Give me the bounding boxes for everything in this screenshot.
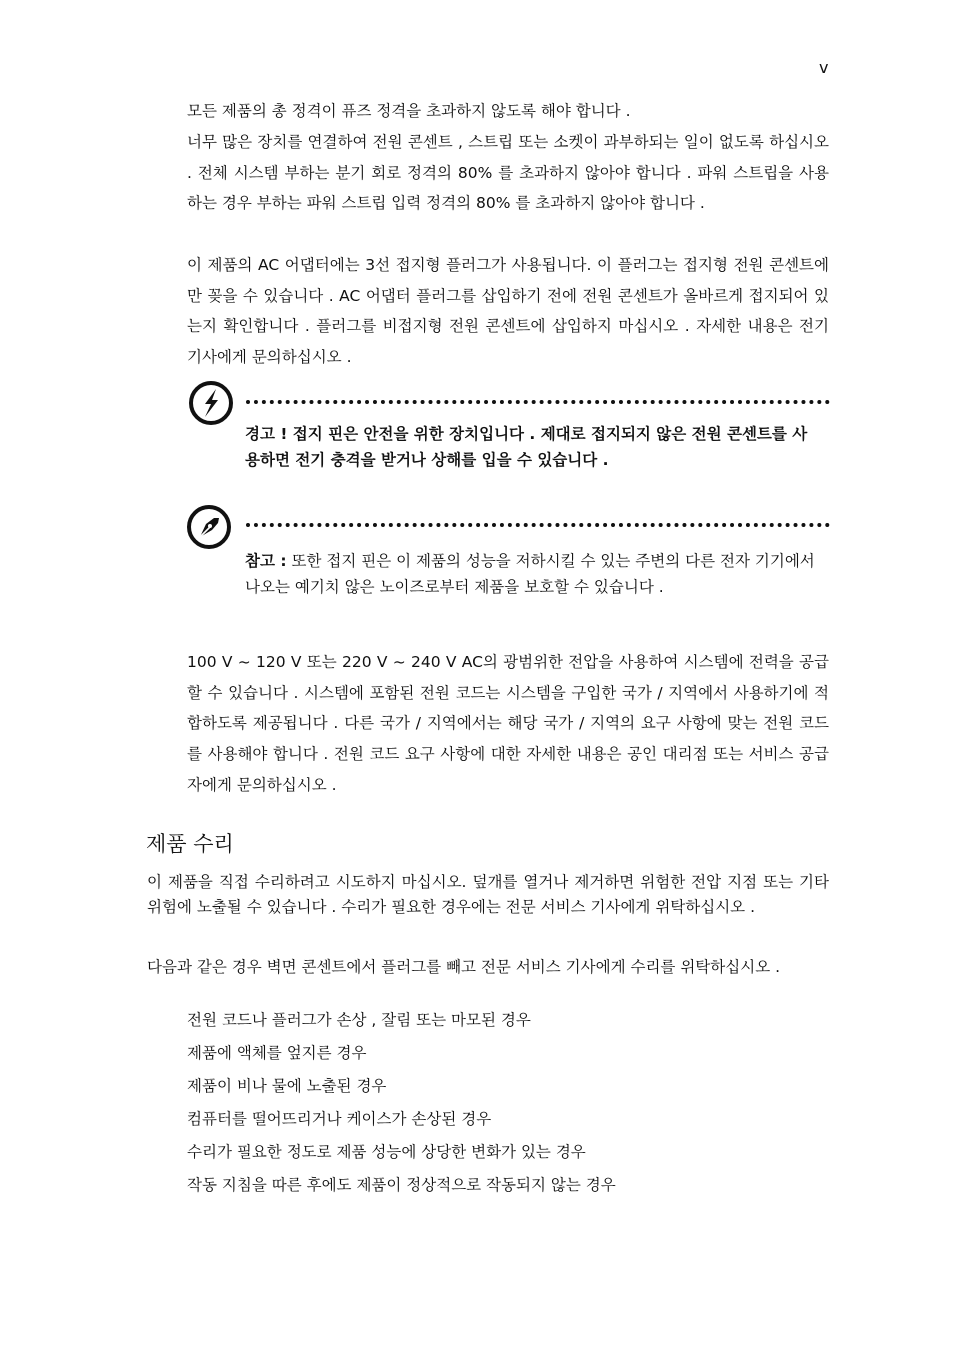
list-item: 컴퓨터를 떨어뜨리거나 케이스가 손상된 경우 bbox=[187, 1110, 492, 1128]
list-item: 전원 코드나 플러그가 손상 , 잘림 또는 마모된 경우 bbox=[187, 1011, 531, 1029]
overload-paragraph: 너무 많은 장치를 연결하여 전원 콘센트 , 스트립 또는 소켓이 과부하되는 일이 없도록 하십시오 . 전체 시스템 부하는 분기 회로 정격의 80% 를 초과하지 않아야 합니다 . 파워 스트립을 사용하는 경우 부하는 파워 스트립 입력 정격의 80% 를 초과하지 않아야 합니다 . bbox=[187, 133, 829, 213]
note-text bbox=[245, 548, 817, 600]
list-item: 제품에 액체를 엎지른 경우 bbox=[187, 1044, 367, 1062]
repair-conditions-list bbox=[187, 1006, 616, 1204]
fuse-rating-paragraph: 모든 제품의 총 정격이 퓨즈 정격을 초과하지 않도록 해야 합니다 . bbox=[187, 102, 631, 120]
note-body: 또한 접지 핀은 이 제품의 성능을 저하시킬 수 있는 주변의 다른 전자 기기에서 나오는 예기치 않은 노이즈로부터 제품을 보호할 수 있습니다 . bbox=[245, 552, 815, 596]
lightning-warning-icon bbox=[188, 380, 234, 426]
pen-note-icon bbox=[186, 504, 232, 550]
note-divider bbox=[246, 523, 830, 527]
unplug-paragraph: 다음과 같은 경우 벽면 콘센트에서 플러그를 빼고 전문 서비스 기사에게 수리를 위탁하십시오 . bbox=[147, 958, 781, 976]
list-item: 작동 지침을 따른 후에도 제품이 정상적으로 작동되지 않는 경우 bbox=[187, 1176, 616, 1194]
warning-text: 경고 ! 접지 핀은 안전을 위한 장치입니다 . 제대로 접지되지 않은 전원 콘센트를 사용하면 전기 충격을 받거나 상해를 입을 수 있습니다 . bbox=[245, 425, 808, 469]
voltage-paragraph: 100 V ~ 120 V 또는 220 V ~ 240 V AC의 광범위한 전압을 사용하여 시스템에 전력을 공급할 수 있습니다 . 시스템에 포함된 전원 코드는 시스템을 구입한 국가 / 지역에서 사용하기에 적합하도록 제공됩니다 . 다른 국가 / 지역에서는 해당 국가 / 지역의 요구 사항에 맞는 전원 코드를 사용해야 합니다 . 전원 코드 요구 사항에 대한 자세한 내용은 공인 대리점 또는 서비스 공급자에게 문의하십시오 . bbox=[187, 653, 829, 794]
warning-divider bbox=[246, 400, 830, 404]
note-label: 참고 : bbox=[245, 552, 287, 570]
section-heading-repair: 제품 수리 bbox=[146, 832, 234, 856]
list-item: 제품이 비나 물에 노출된 경우 bbox=[187, 1077, 387, 1095]
grounding-paragraph: 이 제품의 AC 어댑터에는 3선 접지형 플러그가 사용됩니다. 이 플러그는 접지형 전원 콘센트에만 꽂을 수 있습니다 . AC 어댑터 플러그를 삽입하기 전에 전원 콘센트가 올바르게 접지되어 있는지 확인합니다 . 플러그를 비접지형 전원 콘센트에 삽입하지 마십시오 . 자세한 내용은 전기 기사에게 문의하십시오 . bbox=[187, 256, 829, 367]
repair-paragraph: 이 제품을 직접 수리하려고 시도하지 마십시오. 덮개를 열거나 제거하면 위험한 전압 지점 또는 기타 위험에 노출될 수 있습니다 . 수리가 필요한 경우에는 전문 서비스 기사에게 위탁하십시오 . bbox=[147, 873, 829, 916]
list-item: 수리가 필요한 정도로 제품 성능에 상당한 변화가 있는 경우 bbox=[187, 1143, 586, 1161]
page-number: v bbox=[819, 58, 829, 77]
